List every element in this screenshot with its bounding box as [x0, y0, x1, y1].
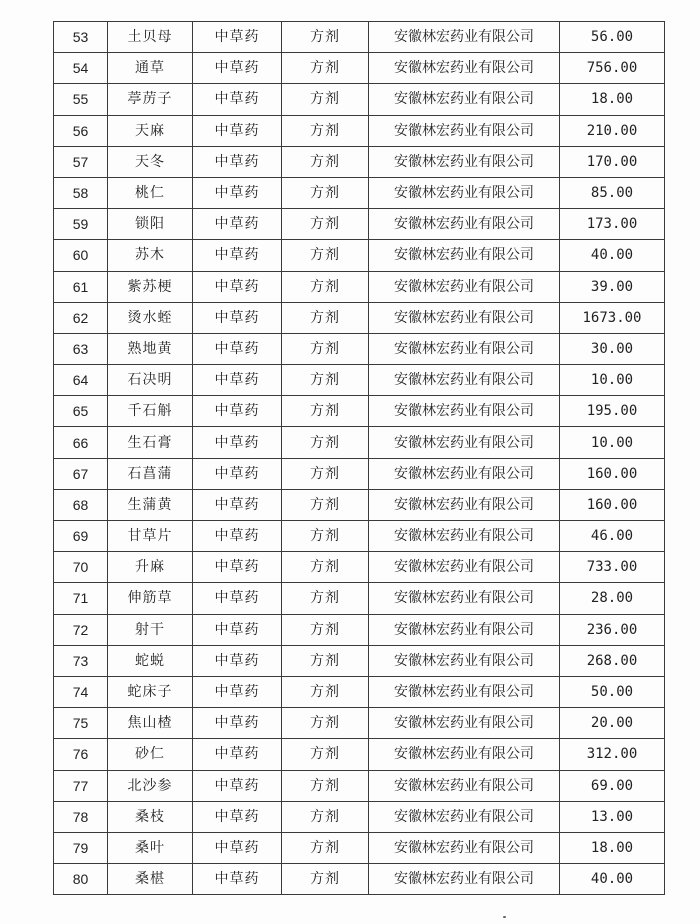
cell-supplier: 安徽林宏药业有限公司	[369, 864, 560, 895]
cell-amount: 160.00	[560, 489, 665, 520]
cell-form: 方剂	[282, 240, 369, 271]
cell-drug-name: 升麻	[108, 552, 193, 583]
cell-drug-name: 石决明	[108, 365, 193, 396]
cell-form: 方剂	[282, 489, 369, 520]
cell-form: 方剂	[282, 676, 369, 707]
cell-serial-number: 70	[54, 552, 108, 583]
cell-category: 中草药	[193, 676, 282, 707]
table-row	[54, 739, 665, 770]
cell-form: 方剂	[282, 583, 369, 614]
table-row	[54, 115, 665, 146]
drug-purchase-table	[53, 21, 665, 895]
cell-amount: 733.00	[560, 552, 665, 583]
cell-supplier: 安徽林宏药业有限公司	[369, 832, 560, 863]
table-row	[54, 676, 665, 707]
table-body	[54, 22, 665, 895]
cell-supplier: 安徽林宏药业有限公司	[369, 583, 560, 614]
scan-speck	[503, 916, 506, 918]
cell-supplier: 安徽林宏药业有限公司	[369, 645, 560, 676]
cell-category: 中草药	[193, 333, 282, 364]
cell-drug-name: 烫水蛭	[108, 302, 193, 333]
cell-amount: 50.00	[560, 676, 665, 707]
cell-serial-number: 71	[54, 583, 108, 614]
cell-serial-number: 75	[54, 708, 108, 739]
cell-form: 方剂	[282, 770, 369, 801]
cell-supplier: 安徽林宏药业有限公司	[369, 209, 560, 240]
table-row	[54, 302, 665, 333]
table-row	[54, 177, 665, 208]
cell-drug-name: 锁阳	[108, 209, 193, 240]
cell-form: 方剂	[282, 427, 369, 458]
cell-amount: 46.00	[560, 521, 665, 552]
cell-drug-name: 熟地黄	[108, 333, 193, 364]
cell-drug-name: 苏木	[108, 240, 193, 271]
cell-category: 中草药	[193, 365, 282, 396]
cell-form: 方剂	[282, 739, 369, 770]
cell-form: 方剂	[282, 645, 369, 676]
cell-category: 中草药	[193, 115, 282, 146]
cell-amount: 20.00	[560, 708, 665, 739]
table-row	[54, 458, 665, 489]
table-row	[54, 271, 665, 302]
cell-amount: 30.00	[560, 333, 665, 364]
cell-serial-number: 68	[54, 489, 108, 520]
cell-drug-name: 甘草片	[108, 521, 193, 552]
cell-form: 方剂	[282, 614, 369, 645]
cell-drug-name: 天冬	[108, 146, 193, 177]
cell-serial-number: 69	[54, 521, 108, 552]
cell-form: 方剂	[282, 458, 369, 489]
cell-supplier: 安徽林宏药业有限公司	[369, 365, 560, 396]
cell-serial-number: 53	[54, 22, 108, 53]
cell-supplier: 安徽林宏药业有限公司	[369, 458, 560, 489]
table-row	[54, 801, 665, 832]
cell-serial-number: 67	[54, 458, 108, 489]
cell-supplier: 安徽林宏药业有限公司	[369, 240, 560, 271]
cell-amount: 56.00	[560, 22, 665, 53]
cell-category: 中草药	[193, 177, 282, 208]
cell-supplier: 安徽林宏药业有限公司	[369, 676, 560, 707]
cell-drug-name: 千石斛	[108, 396, 193, 427]
cell-category: 中草药	[193, 645, 282, 676]
cell-serial-number: 66	[54, 427, 108, 458]
cell-amount: 13.00	[560, 801, 665, 832]
cell-category: 中草药	[193, 146, 282, 177]
cell-amount: 28.00	[560, 583, 665, 614]
table-row	[54, 84, 665, 115]
table-row	[54, 521, 665, 552]
cell-serial-number: 80	[54, 864, 108, 895]
cell-drug-name: 生蒲黄	[108, 489, 193, 520]
cell-amount: 160.00	[560, 458, 665, 489]
cell-form: 方剂	[282, 832, 369, 863]
cell-form: 方剂	[282, 708, 369, 739]
table-row	[54, 22, 665, 53]
cell-serial-number: 55	[54, 84, 108, 115]
table-row	[54, 396, 665, 427]
cell-category: 中草药	[193, 53, 282, 84]
cell-drug-name: 砂仁	[108, 739, 193, 770]
table-row	[54, 832, 665, 863]
cell-drug-name: 蛇床子	[108, 676, 193, 707]
cell-serial-number: 60	[54, 240, 108, 271]
cell-drug-name: 石菖蒲	[108, 458, 193, 489]
table-row	[54, 146, 665, 177]
table-row	[54, 614, 665, 645]
cell-category: 中草药	[193, 22, 282, 53]
cell-serial-number: 54	[54, 53, 108, 84]
cell-form: 方剂	[282, 365, 369, 396]
cell-category: 中草药	[193, 396, 282, 427]
cell-category: 中草药	[193, 708, 282, 739]
cell-amount: 210.00	[560, 115, 665, 146]
cell-supplier: 安徽林宏药业有限公司	[369, 770, 560, 801]
cell-drug-name: 射干	[108, 614, 193, 645]
cell-serial-number: 72	[54, 614, 108, 645]
cell-serial-number: 78	[54, 801, 108, 832]
cell-drug-name: 桃仁	[108, 177, 193, 208]
cell-amount: 268.00	[560, 645, 665, 676]
cell-amount: 170.00	[560, 146, 665, 177]
cell-supplier: 安徽林宏药业有限公司	[369, 708, 560, 739]
table-row	[54, 583, 665, 614]
table-row	[54, 864, 665, 895]
cell-supplier: 安徽林宏药业有限公司	[369, 115, 560, 146]
cell-serial-number: 61	[54, 271, 108, 302]
cell-amount: 756.00	[560, 53, 665, 84]
cell-amount: 312.00	[560, 739, 665, 770]
cell-category: 中草药	[193, 770, 282, 801]
table-row	[54, 645, 665, 676]
cell-drug-name: 葶苈子	[108, 84, 193, 115]
cell-amount: 1673.00	[560, 302, 665, 333]
table-row	[54, 708, 665, 739]
cell-amount: 195.00	[560, 396, 665, 427]
cell-category: 中草药	[193, 614, 282, 645]
cell-supplier: 安徽林宏药业有限公司	[369, 614, 560, 645]
cell-drug-name: 紫苏梗	[108, 271, 193, 302]
cell-form: 方剂	[282, 271, 369, 302]
cell-serial-number: 76	[54, 739, 108, 770]
cell-supplier: 安徽林宏药业有限公司	[369, 427, 560, 458]
cell-drug-name: 桑椹	[108, 864, 193, 895]
cell-amount: 85.00	[560, 177, 665, 208]
cell-serial-number: 79	[54, 832, 108, 863]
cell-amount: 18.00	[560, 84, 665, 115]
cell-drug-name: 北沙参	[108, 770, 193, 801]
cell-supplier: 安徽林宏药业有限公司	[369, 53, 560, 84]
cell-serial-number: 77	[54, 770, 108, 801]
cell-category: 中草药	[193, 552, 282, 583]
cell-drug-name: 桑叶	[108, 832, 193, 863]
cell-form: 方剂	[282, 521, 369, 552]
cell-amount: 10.00	[560, 427, 665, 458]
cell-serial-number: 73	[54, 645, 108, 676]
cell-category: 中草药	[193, 209, 282, 240]
cell-drug-name: 天麻	[108, 115, 193, 146]
cell-serial-number: 58	[54, 177, 108, 208]
cell-drug-name: 土贝母	[108, 22, 193, 53]
cell-supplier: 安徽林宏药业有限公司	[369, 146, 560, 177]
table-row	[54, 240, 665, 271]
cell-amount: 39.00	[560, 271, 665, 302]
cell-amount: 40.00	[560, 240, 665, 271]
cell-amount: 236.00	[560, 614, 665, 645]
cell-form: 方剂	[282, 302, 369, 333]
cell-category: 中草药	[193, 583, 282, 614]
cell-drug-name: 生石膏	[108, 427, 193, 458]
cell-serial-number: 74	[54, 676, 108, 707]
cell-supplier: 安徽林宏药业有限公司	[369, 84, 560, 115]
cell-serial-number: 65	[54, 396, 108, 427]
cell-form: 方剂	[282, 801, 369, 832]
cell-serial-number: 57	[54, 146, 108, 177]
cell-form: 方剂	[282, 396, 369, 427]
cell-form: 方剂	[282, 115, 369, 146]
table-row	[54, 489, 665, 520]
table-row	[54, 427, 665, 458]
cell-amount: 40.00	[560, 864, 665, 895]
table-row	[54, 209, 665, 240]
cell-category: 中草药	[193, 801, 282, 832]
table-row	[54, 365, 665, 396]
cell-category: 中草药	[193, 271, 282, 302]
cell-form: 方剂	[282, 864, 369, 895]
cell-category: 中草药	[193, 832, 282, 863]
cell-supplier: 安徽林宏药业有限公司	[369, 271, 560, 302]
table-row	[54, 770, 665, 801]
cell-drug-name: 伸筋草	[108, 583, 193, 614]
cell-supplier: 安徽林宏药业有限公司	[369, 396, 560, 427]
cell-amount: 18.00	[560, 832, 665, 863]
cell-drug-name: 蛇蜕	[108, 645, 193, 676]
cell-serial-number: 56	[54, 115, 108, 146]
cell-form: 方剂	[282, 84, 369, 115]
cell-supplier: 安徽林宏药业有限公司	[369, 552, 560, 583]
cell-amount: 10.00	[560, 365, 665, 396]
cell-supplier: 安徽林宏药业有限公司	[369, 302, 560, 333]
cell-form: 方剂	[282, 177, 369, 208]
cell-supplier: 安徽林宏药业有限公司	[369, 521, 560, 552]
cell-serial-number: 64	[54, 365, 108, 396]
cell-supplier: 安徽林宏药业有限公司	[369, 489, 560, 520]
cell-serial-number: 59	[54, 209, 108, 240]
cell-form: 方剂	[282, 552, 369, 583]
cell-drug-name: 通草	[108, 53, 193, 84]
cell-form: 方剂	[282, 22, 369, 53]
cell-form: 方剂	[282, 146, 369, 177]
cell-category: 中草药	[193, 521, 282, 552]
cell-drug-name: 焦山楂	[108, 708, 193, 739]
cell-category: 中草药	[193, 458, 282, 489]
cell-category: 中草药	[193, 84, 282, 115]
cell-amount: 173.00	[560, 209, 665, 240]
cell-form: 方剂	[282, 53, 369, 84]
cell-supplier: 安徽林宏药业有限公司	[369, 177, 560, 208]
cell-form: 方剂	[282, 333, 369, 364]
cell-supplier: 安徽林宏药业有限公司	[369, 801, 560, 832]
cell-form: 方剂	[282, 209, 369, 240]
table-row	[54, 333, 665, 364]
cell-category: 中草药	[193, 427, 282, 458]
cell-drug-name: 桑枝	[108, 801, 193, 832]
cell-supplier: 安徽林宏药业有限公司	[369, 333, 560, 364]
cell-category: 中草药	[193, 240, 282, 271]
table-row	[54, 53, 665, 84]
cell-category: 中草药	[193, 489, 282, 520]
cell-amount: 69.00	[560, 770, 665, 801]
cell-supplier: 安徽林宏药业有限公司	[369, 739, 560, 770]
cell-category: 中草药	[193, 302, 282, 333]
cell-supplier: 安徽林宏药业有限公司	[369, 22, 560, 53]
table-row	[54, 552, 665, 583]
cell-serial-number: 63	[54, 333, 108, 364]
cell-category: 中草药	[193, 864, 282, 895]
cell-category: 中草药	[193, 739, 282, 770]
cell-serial-number: 62	[54, 302, 108, 333]
